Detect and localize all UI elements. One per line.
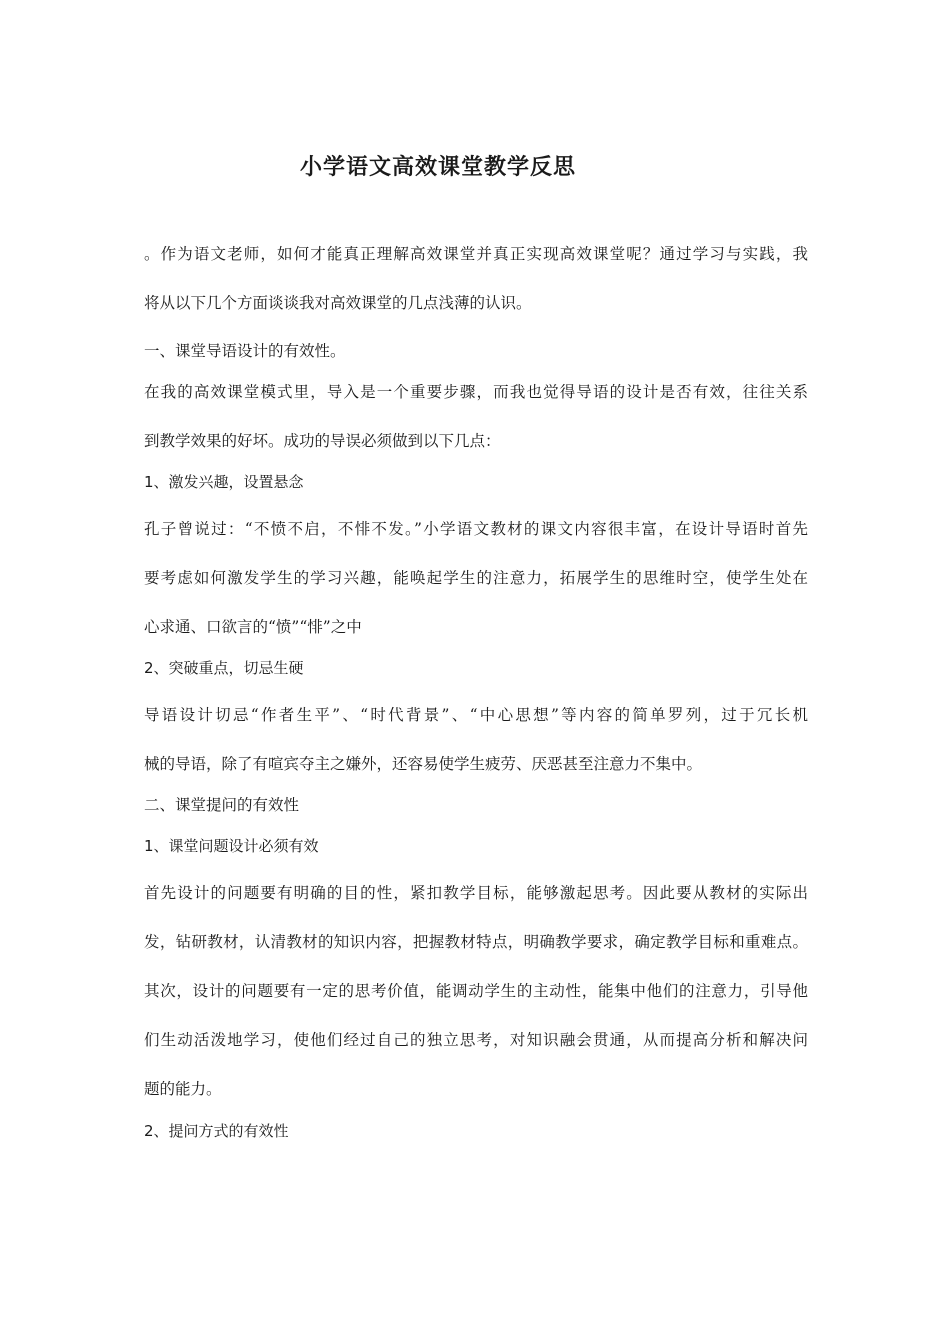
text-line: 械的导语，除了有喧宾夺主之嫌外，还容易使学生疲劳、厌恶甚至注意力不集中。 (144, 755, 703, 773)
text-line: 其次，设计的问题要有一定的思考价值，能调动学生的主动性，能集中他们的注意力，引导他 (144, 982, 808, 1000)
text-line: 一、课堂导语设计的有效性。 (144, 342, 346, 360)
text-line: 孔子曾说过：“不愤不启，不悱不发。”小学语文教材的课文内容很丰富，在设计导语时首先 (144, 520, 808, 538)
text-line: 到教学效果的好坏。成功的导误必须做到以下几点： (144, 432, 501, 450)
text-line: 2、提问方式的有效性 (144, 1122, 289, 1140)
text-line: 们生动活泼地学习，使他们经过自己的独立思考，对知识融会贯通，从而提高分析和解决问 (144, 1031, 808, 1049)
text-line: 1、激发兴趣，设置悬念 (144, 473, 304, 491)
text-line: 导语设计切忌“作者生平”、“时代背景”、“中心思想”等内容的简单罗列，过于冗长机 (144, 706, 808, 724)
text-line: 在我的高效课堂模式里，导入是一个重要步骤，而我也觉得导语的设计是否有效，往往关系 (144, 383, 808, 401)
text-line: 二、课堂提问的有效性 (144, 796, 300, 814)
text-line: 2、突破重点，切忌生硬 (144, 659, 304, 677)
text-line: 题的能力。 (144, 1080, 222, 1098)
text-line: 发，钻研教材，认清教材的知识内容，把握教材特点，明确教学要求，确定教学目标和重难点。 (144, 933, 808, 951)
text-line: 将从以下几个方面谈谈我对高效课堂的几点浅薄的认识。 (144, 294, 532, 312)
text-line: 要考虑如何激发学生的学习兴趣，能唤起学生的注意力，拓展学生的思维时空，使学生处在 (144, 569, 808, 587)
document-title: 小学语文高效课堂教学反思 (299, 154, 576, 180)
text-line: 首先设计的问题要有明确的目的性，紧扣教学目标，能够激起思考。因此要从教材的实际出 (144, 884, 808, 902)
text-line: 。作为语文老师，如何才能真正理解高效课堂并真正实现高效课堂呢？通过学习与实践，我 (144, 245, 808, 263)
text-line: 心求通、口欲言的“愤”“悱”之中 (144, 618, 362, 636)
text-line: 1、课堂问题设计必须有效 (144, 837, 319, 855)
